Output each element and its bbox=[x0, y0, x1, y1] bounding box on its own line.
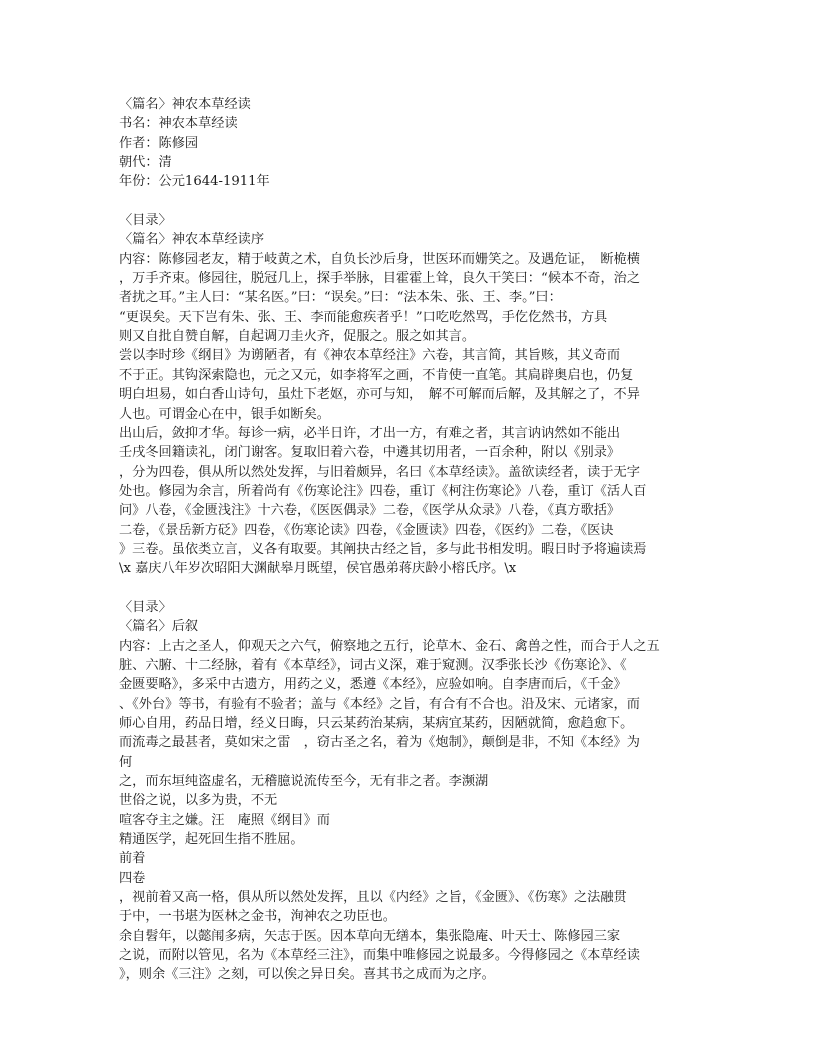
text-line: 不于正。其钩深索隐也，元之又元，如李将军之画，不肯使一直笔。其扃辟奥启也，仍复 bbox=[119, 367, 634, 383]
text-line: 喧客夺主之嫌。汪 庵照《纲目》而 bbox=[119, 812, 330, 828]
text-line: 于中，一书堪为医林之金书，洵神农之功臣也。 bbox=[119, 909, 396, 925]
text-line: 》，则余《三注》之刻，可以俟之异日矣。喜其书之成而为之序。 bbox=[119, 967, 495, 983]
text-line: 明白坦易，如白香山诗句，虽灶下老妪，亦可与知， 解不可解而后解，及其解之了，不异 bbox=[119, 387, 640, 403]
text-line: 金匮要略》，多采中古遗方，用药之义，悉遵《本经》，应验如响。自李唐而后，《千金》 bbox=[119, 677, 627, 693]
document-page bbox=[119, 95, 719, 985]
text-line: 四卷 bbox=[119, 870, 146, 886]
text-line: 处也。修园为余言，所着尚有《伤寒论注》四卷，重订《柯注伤寒论》八卷，重订《活人百 bbox=[119, 483, 647, 499]
text-line: 精通医学，起死回生指不胜屈。 bbox=[119, 832, 304, 848]
years: 年份：公元1644-1911年 bbox=[119, 174, 270, 190]
text-line: 尝以李时珍《纲目》为谫陋者，有《神农本草经注》六卷，其言简，其旨赅，其义奇而 bbox=[119, 348, 621, 364]
text-line: 二卷，《景岳新方砭》四卷，《伤寒论读》四卷，《金匮读》四卷，《医约》二卷，《医诀 bbox=[119, 522, 614, 538]
text-line: ，视前着又高一格，俱从所以然处发挥，且以《内经》之旨，《金匮》、《伤寒》之法融贯 bbox=[119, 890, 627, 906]
author: 作者：陈修园 bbox=[119, 135, 199, 151]
text-line: ，万手齐束。修园往，脱冠几上，探手举脉，目霍霍上耸，良久干笑曰：“候本不奇，治之 bbox=[119, 271, 641, 287]
text-line: 、《外台》等书，有验有不验者；盖与《本经》之旨，有合有不合也。沿及宋、元诸家，而 bbox=[119, 696, 640, 712]
toc-tag: 〈目录〉 bbox=[119, 213, 172, 229]
preface-body bbox=[119, 250, 719, 579]
text-line: 壬戌冬回籍读礼，闭门谢客。复取旧着六卷，中遴其切用者，一百余种，附以《别录》 bbox=[119, 445, 621, 461]
text-line: 问》八卷，《金匮浅注》十六卷，《医医偶录》二卷，《医学从众录》八卷，《真方歌括》 bbox=[119, 503, 621, 519]
text-line: 何 bbox=[119, 754, 133, 770]
text-line: 之说，而附以管见，名为《本草经三注》，而集中唯修园之说最多。今得修园之《本草经读 bbox=[119, 948, 640, 964]
text-line: \x 嘉庆八年岁次昭阳大渊献皋月既望，侯官愚弟蒋庆龄小榕氏序。\x bbox=[119, 561, 517, 577]
section-title-tag: 〈篇名〉神农本草经读序 bbox=[119, 232, 265, 248]
dynasty: 朝代：清 bbox=[119, 155, 172, 171]
text-line: 则又自批自赞自解，自起调刀圭火齐，促服之。服之如其言。 bbox=[119, 329, 476, 345]
text-line: 》三卷。虽依类立言，义各有取要。其阐抉古经之旨，多与此书相发明。暇日时予将遍读焉 bbox=[119, 541, 647, 557]
toc-tag: 〈目录〉 bbox=[119, 599, 172, 615]
text-line: 内容：上古之圣人，仰观天之六气，俯察地之五行，论草木、金石、禽兽之性，而合于人之五 bbox=[119, 638, 660, 654]
text-line: 内容：陈修园老友，精于岐黄之术，自负长沙后身，世医环而姗笑之。及遇危证， 断桅横 bbox=[119, 251, 640, 267]
page-title-tag: 〈篇名〉神农本草经读 bbox=[119, 97, 251, 112]
text-line: ，分为四卷，俱从所以然处发挥，与旧着颇异，名曰《本草经读》。盖欲读经者，读于无字 bbox=[119, 464, 640, 480]
afterword-body bbox=[119, 637, 719, 985]
book-name: 书名：神农本草经读 bbox=[119, 116, 238, 132]
text-line: 余自髫年，以懿闱多病，矢志于医。因本草向无缮本，集张隐庵、叶天士、陈修园三家 bbox=[119, 928, 621, 944]
text-line: 者扰之耳。”主人曰：“某名医。”曰：“误矣。”曰：“法本朱、张、王、李。”曰： bbox=[119, 290, 562, 306]
text-line: “更误矣。天下岂有朱、张、王、李而能愈疾者乎！”口吃吃然骂，手仡仡然书，方具 bbox=[119, 309, 608, 325]
text-line: 前着 bbox=[119, 851, 146, 867]
section-title-tag: 〈篇名〉后叙 bbox=[119, 619, 199, 635]
spacer bbox=[119, 579, 719, 598]
text-line: 师心自用，药品日增，经义日晦，只云某药治某病，某病宜某药，因陋就简，愈趋愈下。 bbox=[119, 716, 634, 731]
text-line: 人也。可谓金心在中，银手如断矣。 bbox=[119, 406, 330, 422]
spacer bbox=[119, 192, 719, 211]
text-line: 出山后，敛抑才华。每诊一病，必半日许，才出一方，有难之者，其言讷讷然如不能出 bbox=[119, 425, 621, 441]
text-line: 之，而东垣纯盗虚名，无稽臆说流传至今，无有非之者。李濒湖 bbox=[119, 774, 489, 790]
text-line: 而流毒之最甚者，莫如宋之雷 ，窃古圣之名，着为《炮制》，颠倒是非，不知《本经》为 bbox=[119, 735, 640, 751]
text-line: 脏、六腑、十二经脉，着有《本草经》，词古义深，难于窥测。汉季张长沙《伤寒论》、《 bbox=[119, 657, 627, 673]
text-line: 世俗之说，以多为贵，不无 bbox=[119, 793, 278, 809]
